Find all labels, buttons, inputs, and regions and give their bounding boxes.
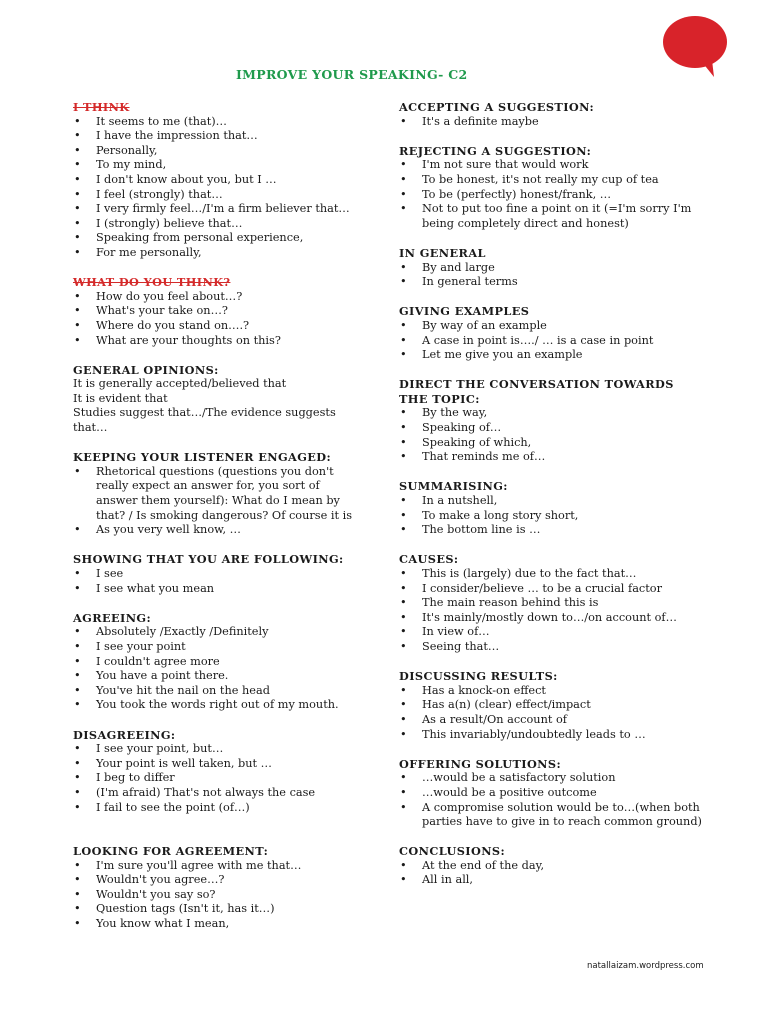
- section-heading: WHAT DO YOU THINK?: [73, 275, 231, 290]
- list-item: • (I'm afraid) That's not always the case: [73, 786, 381, 801]
- list-item: • Where do you stand on….?: [73, 319, 381, 334]
- list-item: • Not to put too fine a point on it (=I'm sorry I'm being completely direct and honest): [399, 202, 704, 231]
- list-item: • It seems to me (that)…: [73, 115, 381, 130]
- section-heading: SHOWING THAT YOU ARE FOLLOWING:: [73, 552, 344, 567]
- section-agreeing: [73, 611, 381, 713]
- text-line: Studies suggest that…/The evidence suggests that…: [73, 406, 336, 435]
- bullet-list: [73, 859, 381, 932]
- list-item: • I see your point: [73, 640, 381, 655]
- section-keeping-listener-engaged: [73, 450, 381, 538]
- section-discussing-results: [399, 669, 704, 742]
- list-item: • Seeing that…: [399, 640, 704, 655]
- list-item: • Speaking of…: [399, 421, 704, 436]
- section-heading: GIVING EXAMPLES: [399, 304, 530, 319]
- list-item: • Has a(n) (clear) effect/impact: [399, 698, 704, 713]
- bullet-list: [399, 567, 704, 655]
- list-item: • I don't know about you, but I …: [73, 173, 381, 188]
- section-heading: DISCUSSING RESULTS:: [399, 669, 558, 684]
- list-item: • I very firmly feel…/I'm a firm believer that…: [73, 202, 381, 217]
- list-item: • For me personally,: [73, 246, 381, 261]
- list-item: • As you very well know, …: [73, 523, 381, 538]
- page-title: IMPROVE YOUR SPEAKING- C2: [236, 67, 468, 82]
- bullet-list: [73, 465, 381, 538]
- list-item: • To be honest, it's not really my cup of tea: [399, 173, 704, 188]
- list-item: • In general terms: [399, 275, 704, 290]
- section-heading: OFFERING SOLUTIONS:: [399, 756, 562, 771]
- list-item: • In a nutshell,: [399, 494, 704, 509]
- bullet-list: [399, 771, 704, 829]
- section-heading: REJECTING A SUGGESTION:: [399, 143, 592, 158]
- section-heading: DIRECT THE CONVERSATION TOWARDS THE TOPIC:: [399, 377, 674, 406]
- list-item: • This invariably/undoubtedly leads to …: [399, 728, 704, 743]
- list-item: • Speaking of which,: [399, 436, 704, 451]
- section-heading: AGREEING:: [73, 610, 152, 625]
- list-item: • This is (largely) due to the fact that…: [399, 567, 704, 582]
- section-conclusions: [399, 844, 704, 888]
- list-item: • I see what you mean: [73, 582, 381, 597]
- section-heading: I THINK: [73, 100, 130, 114]
- bullet-list: [399, 261, 704, 290]
- list-item: • Rhetorical questions (questions you don't really expect an answer for, you sort of answer them yourself): What do I mean by that? / Is smoking dangerous? Of course it is: [73, 465, 364, 523]
- section-heading: ACCEPTING A SUGGESTION:: [399, 100, 595, 114]
- list-item: • Absolutely /Exactly /Definitely: [73, 625, 381, 640]
- bullet-list: [399, 494, 704, 538]
- text-line: It is generally accepted/believed that: [73, 377, 287, 391]
- list-item: • I'm sure you'll agree with me that…: [73, 859, 381, 874]
- list-item: • You have a point there.: [73, 669, 381, 684]
- section-heading: GENERAL OPINIONS:: [73, 362, 219, 377]
- text-line: It is evident that: [73, 391, 168, 405]
- list-item: • I see: [73, 567, 381, 582]
- list-item: • Wouldn't you say so?: [73, 888, 381, 903]
- bullet-list: [73, 742, 381, 815]
- list-item: • What are your thoughts on this?: [73, 334, 381, 349]
- list-item: • It's a definite maybe: [399, 115, 704, 130]
- list-item: • In view of…: [399, 625, 704, 640]
- bullet-list: [73, 625, 381, 713]
- list-item: • To my mind,: [73, 158, 381, 173]
- section-heading: SUMMARISING:: [399, 479, 508, 494]
- bullet-list: [399, 115, 704, 130]
- list-item: • To make a long story short,: [399, 509, 704, 524]
- list-item: • At the end of the day,: [399, 859, 704, 874]
- section-direct-conversation: [399, 377, 704, 465]
- section-disagreeing: [73, 728, 381, 816]
- section-giving-examples: [399, 304, 704, 362]
- list-item: • You know what I mean,: [73, 917, 381, 932]
- bullet-list: [399, 319, 704, 363]
- list-item: • I couldn't agree more: [73, 655, 381, 670]
- section-heading: DISAGREEING:: [73, 727, 176, 742]
- section-heading: CONCLUSIONS:: [399, 844, 506, 859]
- list-item: • I (strongly) believe that…: [73, 217, 381, 232]
- list-item: • How do you feel about…?: [73, 290, 381, 305]
- list-item: • Question tags (Isn't it, has it…): [73, 902, 381, 917]
- list-item: • As a result/On account of: [399, 713, 704, 728]
- section-looking-for-agreement: [73, 844, 381, 932]
- list-item: • …would be a positive outcome: [399, 786, 704, 801]
- bullet-list: [73, 115, 381, 261]
- list-item: • The main reason behind this is: [399, 596, 704, 611]
- right-column: [399, 100, 704, 888]
- list-item: • Wouldn't you agree…?: [73, 873, 381, 888]
- section-causes: [399, 552, 704, 654]
- footer-url: natallaizam.wordpress.com: [587, 961, 704, 971]
- list-item: • A case in point is…./ … is a case in point: [399, 334, 704, 349]
- list-item: • Your point is well taken, but …: [73, 757, 381, 772]
- list-item: • By way of an example: [399, 319, 704, 334]
- list-item: • A compromise solution would be to…(when both parties have to give in to reach common ground): [399, 801, 704, 830]
- bullet-list: [399, 859, 704, 888]
- list-item: • What's your take on…?: [73, 304, 381, 319]
- list-item: • Personally,: [73, 144, 381, 159]
- section-summarising: [399, 479, 704, 537]
- section-i-think: [73, 100, 381, 261]
- list-item: • Speaking from personal experience,: [73, 231, 381, 246]
- list-item: • Has a knock-on effect: [399, 684, 704, 699]
- list-item: • To be (perfectly) honest/frank, …: [399, 188, 704, 203]
- section-in-general: [399, 246, 704, 290]
- list-item: • I'm not sure that would work: [399, 158, 704, 173]
- section-heading: CAUSES:: [399, 552, 459, 567]
- bullet-list: [73, 290, 381, 348]
- list-item: • I consider/believe … to be a crucial factor: [399, 582, 704, 597]
- section-heading: IN GENERAL: [399, 245, 486, 260]
- section-what-do-you-think: [73, 275, 381, 348]
- list-item: • The bottom line is …: [399, 523, 704, 538]
- section-accepting-suggestion: [399, 100, 704, 129]
- list-item: • All in all,: [399, 873, 704, 888]
- list-item: • By and large: [399, 261, 704, 276]
- list-item: • I fail to see the point (of…): [73, 801, 381, 816]
- section-offering-solutions: [399, 757, 704, 830]
- section-rejecting-suggestion: [399, 144, 704, 232]
- list-item: • I beg to differ: [73, 771, 381, 786]
- bullet-list: [399, 158, 704, 231]
- speech-bubble-icon: [662, 14, 728, 78]
- list-item: • I have the impression that…: [73, 129, 381, 144]
- section-showing-following: [73, 552, 381, 596]
- section-general-opinions: [73, 363, 381, 436]
- list-item: • By the way,: [399, 406, 704, 421]
- list-item: • It's mainly/mostly down to…/on account of…: [399, 611, 704, 626]
- list-item: • I feel (strongly) that…: [73, 188, 381, 203]
- list-item: • Let me give you an example: [399, 348, 704, 363]
- list-item: • …would be a satisfactory solution: [399, 771, 704, 786]
- list-item: • You took the words right out of my mouth.: [73, 698, 381, 713]
- bullet-list: [399, 684, 704, 742]
- bullet-list: [399, 406, 704, 464]
- list-item: • You've hit the nail on the head: [73, 684, 381, 699]
- list-item: • I see your point, but…: [73, 742, 381, 757]
- left-column: [73, 100, 381, 932]
- section-heading: LOOKING FOR AGREEMENT:: [73, 844, 269, 859]
- section-heading: KEEPING YOUR LISTENER ENGAGED:: [73, 450, 332, 465]
- bullet-list: [73, 567, 381, 596]
- list-item: • That reminds me of…: [399, 450, 704, 465]
